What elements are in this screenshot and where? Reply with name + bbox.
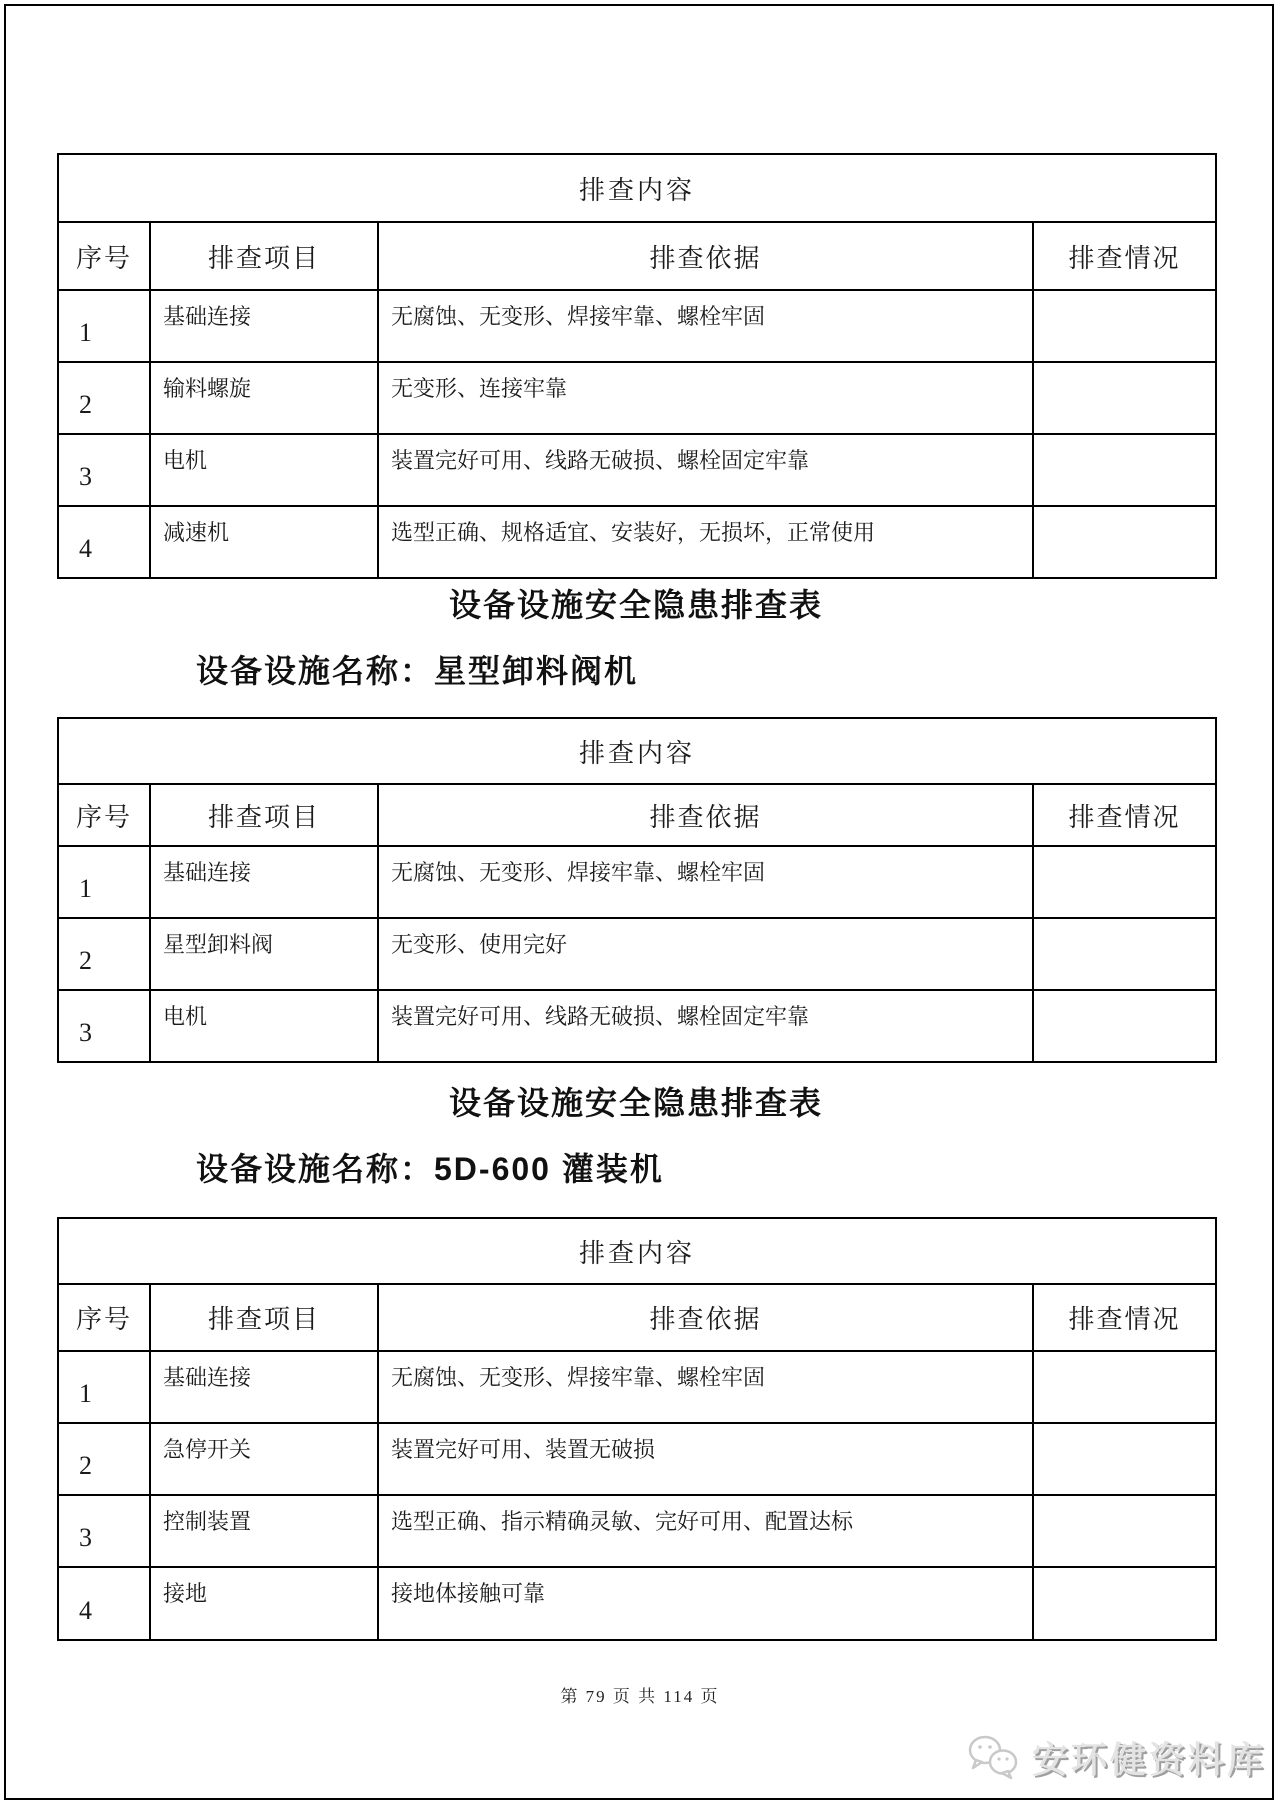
watermark-text: 安环健资料库: [1031, 1739, 1266, 1780]
section3-subtitle: 设备设施名称：5D-600 灌装机: [196, 1151, 664, 1187]
table-row: [58, 1351, 1216, 1423]
table2-col-item: 排查项目: [150, 784, 378, 846]
page-number: 第 79 页 共 114 页: [560, 1687, 720, 1706]
row-item: 基础连接: [150, 1351, 378, 1423]
row-basis: 装置完好可用、线路无破损、螺栓固定牢靠: [378, 990, 1033, 1062]
table3-col-no: 序号: [58, 1284, 150, 1351]
row-no: 4: [58, 506, 150, 578]
table-row: [58, 434, 1216, 506]
row-no: 2: [58, 362, 150, 434]
row-status: [1033, 290, 1216, 362]
row-basis: 无变形、连接牢靠: [378, 362, 1033, 434]
row-status: [1033, 990, 1216, 1062]
row-item: 基础连接: [150, 290, 378, 362]
row-basis: 选型正确、指示精确灵敏、完好可用、配置达标: [378, 1495, 1033, 1567]
wechat-chat-bubbles-icon: [966, 1734, 1022, 1782]
watermark: [966, 1732, 1266, 1783]
table-row: [58, 362, 1216, 434]
row-status: [1033, 1567, 1216, 1640]
row-basis: 接地体接触可靠: [378, 1567, 1033, 1640]
section2-title: 设备设施安全隐患排查表: [448, 587, 823, 623]
table-row: [58, 846, 1216, 918]
row-no: 3: [58, 1495, 150, 1567]
row-status: [1033, 506, 1216, 578]
row-basis: 无变形、使用完好: [378, 918, 1033, 990]
table2-col-no: 序号: [58, 784, 150, 846]
row-item: 电机: [150, 990, 378, 1062]
table2-col-basis: 排查依据: [378, 784, 1033, 846]
row-item: 接地: [150, 1567, 378, 1640]
row-status: [1033, 1423, 1216, 1495]
row-no: 3: [58, 434, 150, 506]
row-item: 输料螺旋: [150, 362, 378, 434]
table1-content-header: 排查内容: [58, 154, 1216, 222]
row-item: 控制装置: [150, 1495, 378, 1567]
table-row: [58, 990, 1216, 1062]
section2-subtitle: 设备设施名称：星型卸料阀机: [196, 653, 639, 689]
row-item: 减速机: [150, 506, 378, 578]
table3-col-status: 排查情况: [1033, 1284, 1216, 1351]
row-status: [1033, 846, 1216, 918]
row-item: 电机: [150, 434, 378, 506]
row-no: 4: [58, 1567, 150, 1640]
row-basis: 装置完好可用、装置无破损: [378, 1423, 1033, 1495]
row-basis: 选型正确、规格适宜、安装好，无损坏，正常使用: [378, 506, 1033, 578]
row-no: 1: [58, 1351, 150, 1423]
table2-col-status: 排查情况: [1033, 784, 1216, 846]
row-item: 星型卸料阀: [150, 918, 378, 990]
inspection-table-2: [57, 717, 1215, 1063]
table-row: [58, 290, 1216, 362]
row-basis: 装置完好可用、线路无破损、螺栓固定牢靠: [378, 434, 1033, 506]
row-basis: 无腐蚀、无变形、焊接牢靠、螺栓牢固: [378, 290, 1033, 362]
table2-content-header: 排查内容: [58, 718, 1216, 784]
table-row: [58, 1423, 1216, 1495]
table3-col-basis: 排查依据: [378, 1284, 1033, 1351]
row-no: 2: [58, 918, 150, 990]
row-status: [1033, 362, 1216, 434]
row-status: [1033, 1495, 1216, 1567]
row-no: 1: [58, 846, 150, 918]
table-row: [58, 918, 1216, 990]
row-no: 1: [58, 290, 150, 362]
row-status: [1033, 1351, 1216, 1423]
table-row: [58, 1567, 1216, 1640]
row-status: [1033, 918, 1216, 990]
inspection-table-3: [57, 1217, 1215, 1641]
table3-content-header: 排查内容: [58, 1218, 1216, 1284]
table3-col-item: 排查项目: [150, 1284, 378, 1351]
table1-col-status: 排查情况: [1033, 222, 1216, 290]
table-row: [58, 1495, 1216, 1567]
section3-title: 设备设施安全隐患排查表: [448, 1085, 823, 1121]
row-no: 3: [58, 990, 150, 1062]
table1-col-no: 序号: [58, 222, 150, 290]
table1-col-item: 排查项目: [150, 222, 378, 290]
row-item: 基础连接: [150, 846, 378, 918]
table1-col-basis: 排查依据: [378, 222, 1033, 290]
row-item: 急停开关: [150, 1423, 378, 1495]
table-row: [58, 506, 1216, 578]
row-no: 2: [58, 1423, 150, 1495]
row-basis: 无腐蚀、无变形、焊接牢靠、螺栓牢固: [378, 1351, 1033, 1423]
inspection-table-1: [57, 153, 1215, 579]
row-status: [1033, 434, 1216, 506]
row-basis: 无腐蚀、无变形、焊接牢靠、螺栓牢固: [378, 846, 1033, 918]
